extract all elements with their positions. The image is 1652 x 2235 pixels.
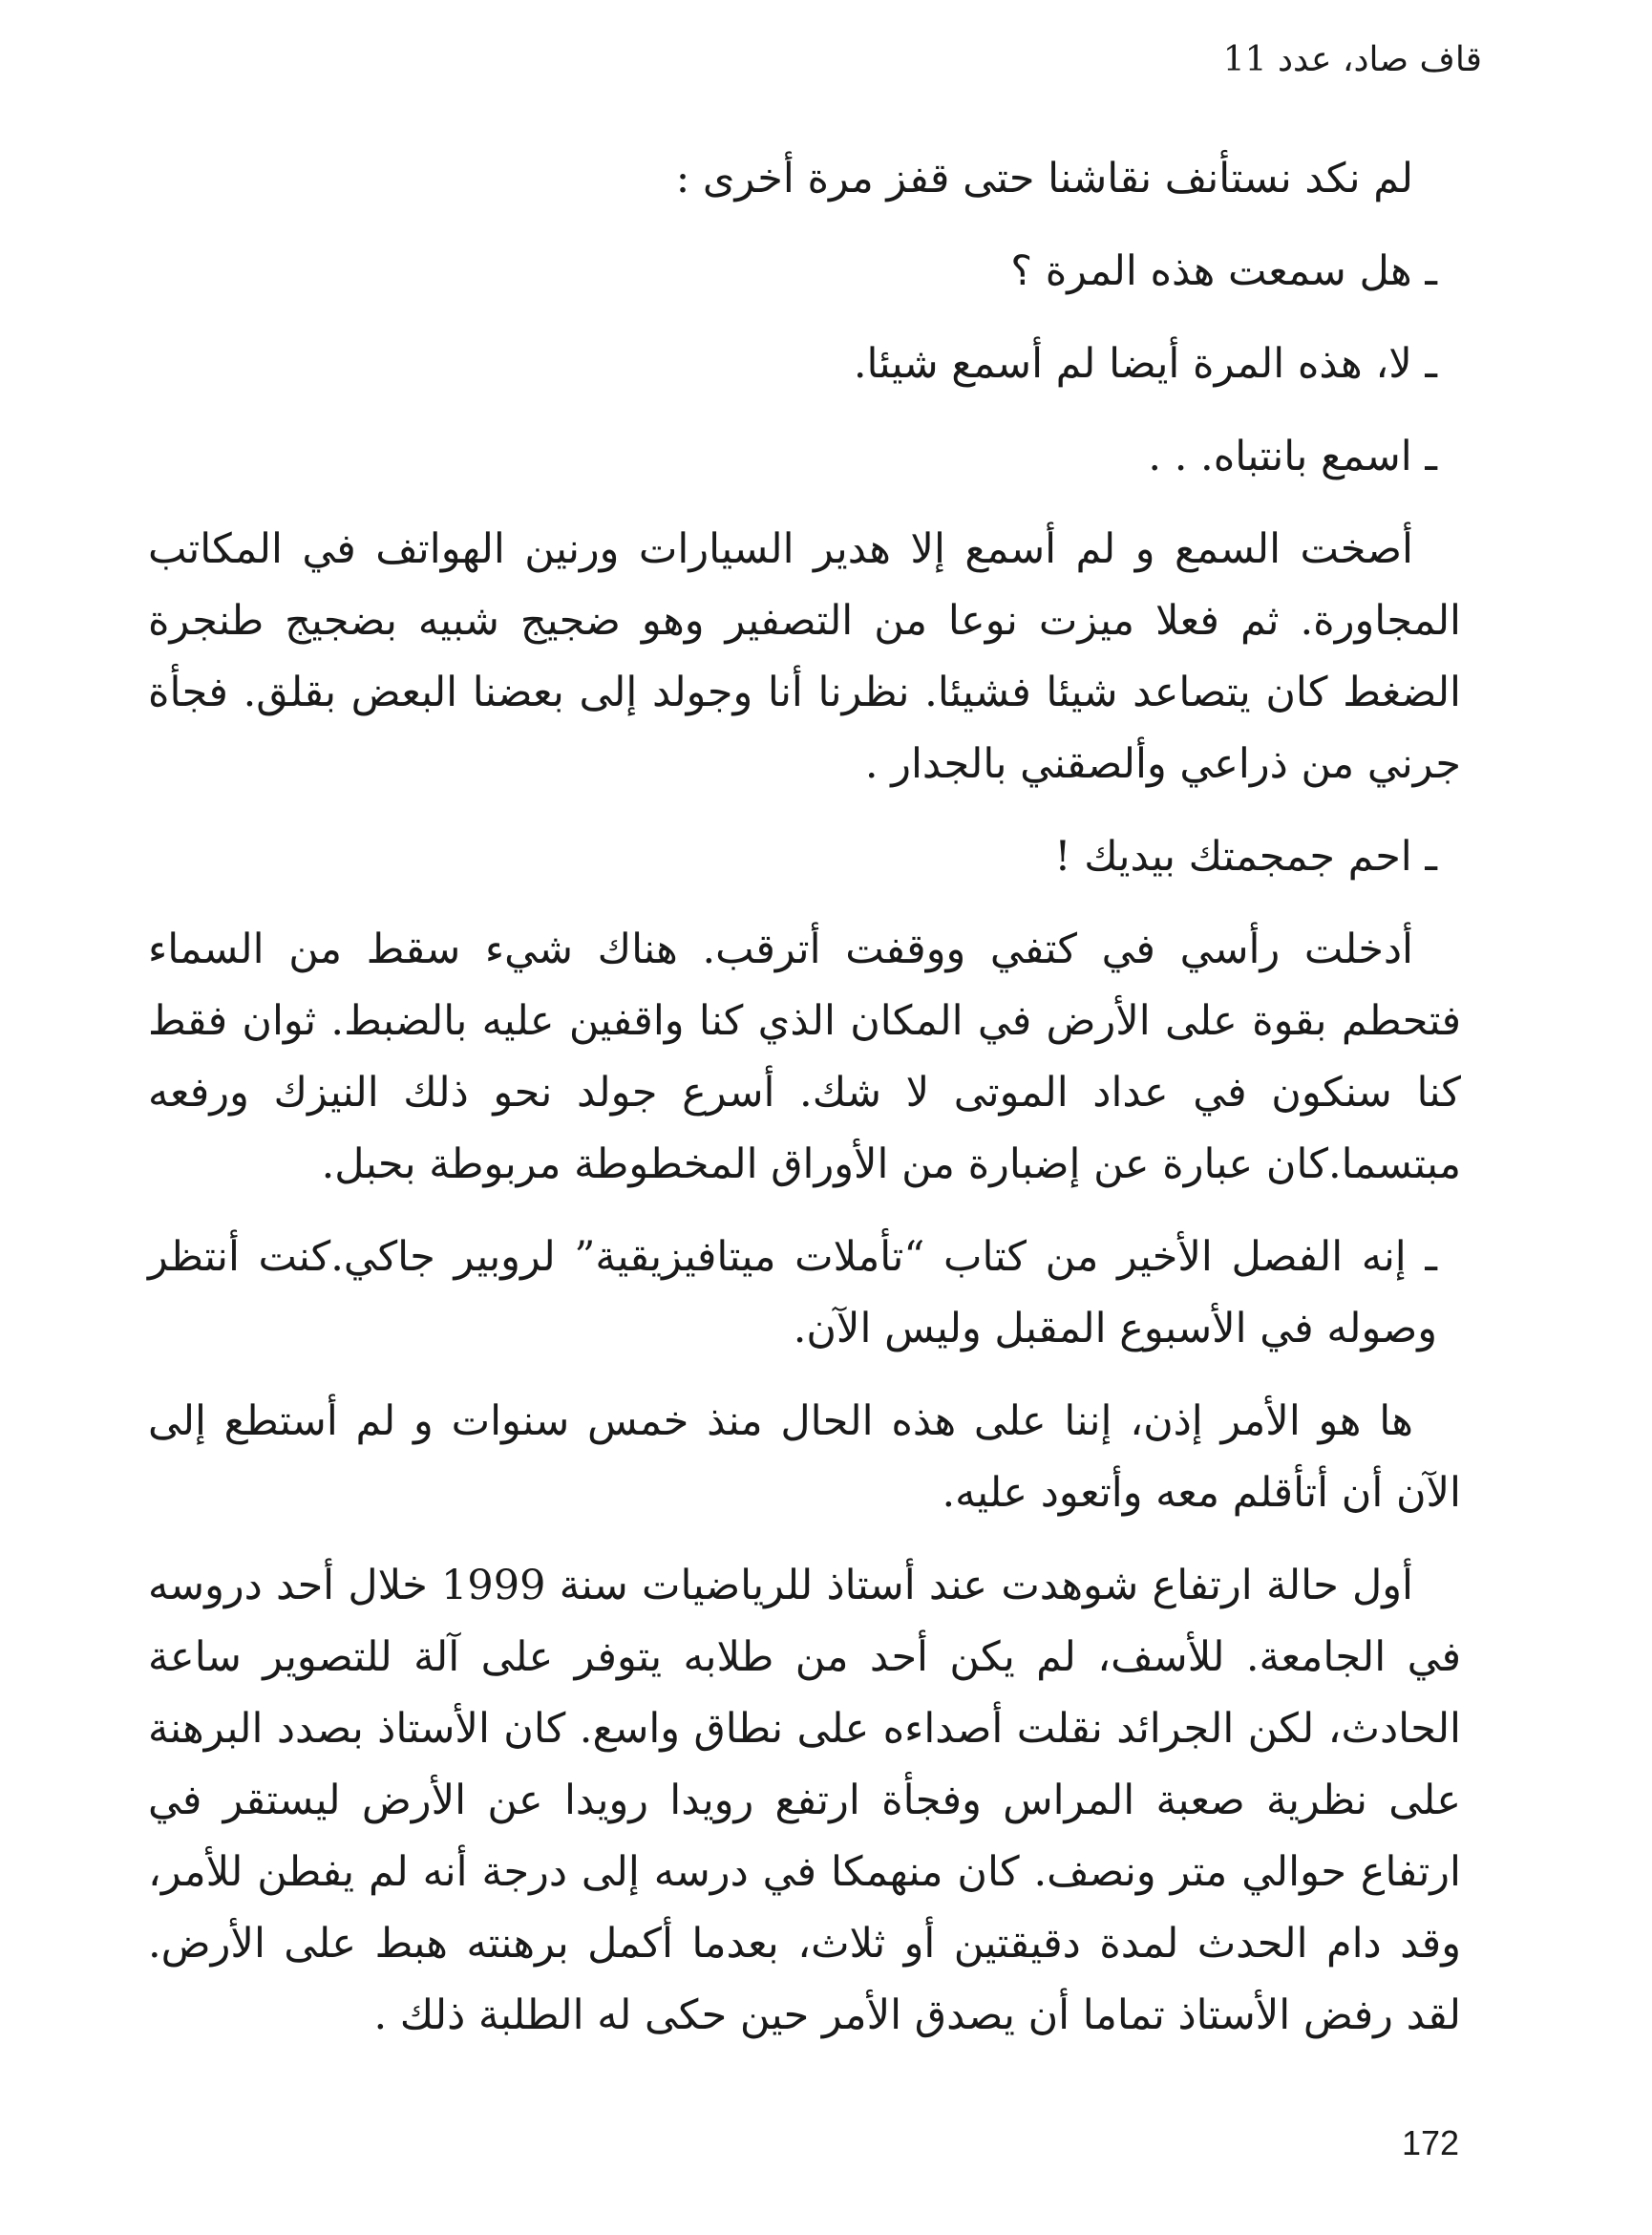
running-header: قاف صاد، عدد 11	[1222, 40, 1482, 79]
dialogue-line-2: ـ لا، هذه المرة أيضا لم أسمع شيئا.	[853, 340, 1437, 388]
paragraph-5: أول حالة ارتفاع شوهدت عند أستاذ للرياضيات سنة 1999 خلال أحد دروسه في الجامعة. للأسف، لم يكن أحد من طلابه يتوفر على آلة للتصوير ساعة الحادث، لكن الجرائد نقلت أصداءه على نطاق واسع. كان الأستاذ بصدد البرهنة على نظرية صعبة المراس وفجأة ارتفع رويدا رويدا عن الأرض ليستقر في ارتفاع حوالي متر ونصف. كان منهمكا في درسه إلى درجة أنه لم يفطن للأمر، وقد دام الحدث لمدة دقيقتين أو ثلاث، بعدما أكمل برهنته هبط على الأرض. لقد رفض الأستاذ تماما أن يصدق الأمر حين حكى له الطلبة ذلك .	[148, 1562, 1461, 2039]
dialogue-line-4: ـ احم جمجمتك بيديك !	[1054, 833, 1437, 881]
dialogue-line-3: ـ اسمع بانتباه. . .	[1148, 433, 1437, 480]
dialogue-line-1: ـ هل سمعت هذه المرة ؟	[1010, 247, 1437, 295]
paragraph-2: أصخت السمع و لم أسمع إلا هدير السيارات ورنين الهواتف في المكاتب المجاورة. ثم فعلا ميزت نوعا من التصفير وهو ضجيج شبيه بضجيج طنجرة الضغط كان يتصاعد شيئا فشيئا. نظرنا أنا وجولد إلى بعضنا البعض بقلق. فجأة جرني من ذراعي وألصقني بالجدار .	[148, 525, 1461, 788]
page-number: 172	[1402, 2123, 1460, 2162]
dialogue-line-5: ـ إنه الفصل الأخير من كتاب “تأملات ميتافيزيقية” لروبير جاكي.كنت أنتظر وصوله في الأسبوع المقبل وليس الآن.	[148, 1233, 1437, 1352]
body-text	[148, 143, 1461, 2073]
paragraph-1: لم نكد نستأنف نقاشنا حتى قفز مرة أخرى :	[675, 155, 1413, 202]
paragraph-3: أدخلت رأسي في كتفي ووقفت أترقب. هناك شيء سقط من السماء فتحطم بقوة على الأرض في المكان الذي كنا واقفين عليه بالضبط. ثوان فقط كنا سنكون في عداد الموتى لا شك. أسرع جولد نحو ذلك النيزك ورفعه مبتسما.كان عبارة عن إضبارة من الأوراق المخطوطة مربوطة بحبل.	[148, 926, 1461, 1188]
paragraph-4: ها هو الأمر إذن، إننا على هذه الحال منذ خمس سنوات و لم أستطع إلى الآن أن أتأقلم معه وأتعود عليه.	[148, 1397, 1461, 1517]
